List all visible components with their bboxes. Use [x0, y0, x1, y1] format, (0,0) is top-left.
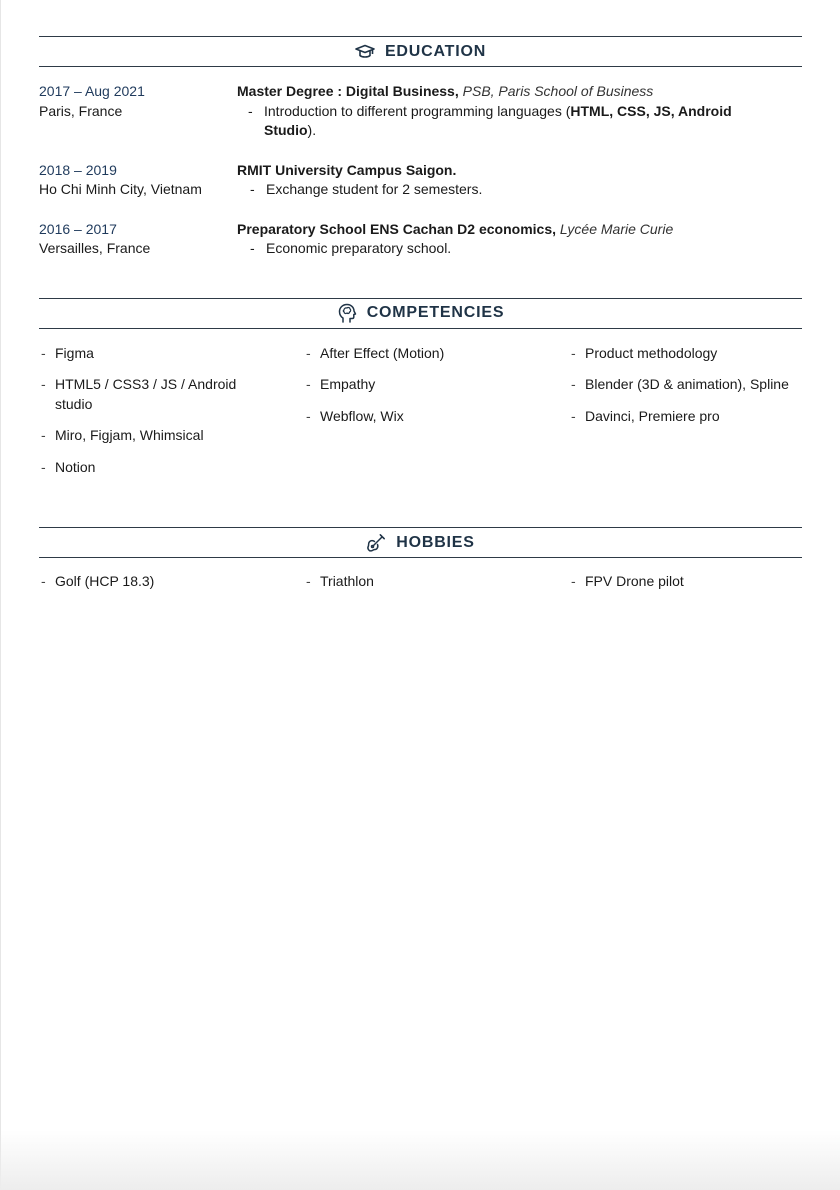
page-shadow [0, 1130, 840, 1190]
bullet-dash: - [248, 102, 253, 119]
bullet-text: Economic preparatory school. [266, 240, 452, 256]
competencies-column [304, 344, 569, 490]
bullet-dash: - [41, 344, 46, 361]
list-item [304, 344, 569, 364]
competencies-title: COMPETENCIES [366, 304, 505, 321]
hobbies-header [39, 527, 802, 558]
bullet-dash: - [306, 573, 311, 589]
list-item [304, 407, 569, 427]
bullet-dash: - [306, 376, 311, 392]
resume-content [39, 36, 802, 604]
degree-name: Preparatory School ENS Cachan D2 economics, [237, 220, 556, 237]
bullet-text: Exchange student for 2 semesters. [266, 181, 483, 197]
page-edge [0, 0, 1, 1190]
graduation-cap-icon [355, 44, 375, 60]
education-bullet [237, 102, 802, 141]
list-item [569, 572, 802, 592]
education-list [39, 82, 802, 259]
education-place: Paris, France [39, 102, 123, 119]
list-item [39, 375, 304, 414]
degree-name: RMIT University Campus Saigon. [237, 161, 457, 178]
list-item [39, 426, 304, 446]
education-title: EDUCATION [384, 42, 487, 60]
bullet-dash: - [571, 376, 576, 392]
head-brain-icon [337, 303, 357, 323]
competency-text: After Effect (Motion) [320, 344, 445, 361]
education-place: Versailles, France [39, 240, 151, 256]
guitar-icon [366, 533, 386, 553]
competency-text: Figma [55, 344, 94, 361]
hobbies-title: HOBBIES [396, 533, 475, 551]
education-bullet [237, 180, 802, 200]
bullet-dash: - [306, 407, 311, 424]
list-item [569, 375, 802, 395]
list-item [39, 572, 304, 592]
competency-text: Blender (3D & animation), Spline [585, 376, 789, 392]
bullet-dash: - [41, 427, 46, 443]
bullet-bold-text: HTML, CSS, JS, Android Studio [264, 102, 732, 138]
hobby-text: Triathlon [320, 573, 374, 589]
school-name: Lycée Marie Curie [559, 220, 674, 237]
competency-text: HTML5 / CSS3 / JS / Android studio [55, 376, 237, 412]
education-date: 2016 – 2017 [39, 220, 117, 237]
bullet-text: Introduction to different programming languages ( [264, 102, 571, 119]
bullet-dash: - [250, 240, 255, 256]
hobbies-column [569, 572, 802, 604]
education-degree [237, 220, 802, 240]
bullet-dash: - [41, 376, 46, 392]
competency-text: Webflow, Wix [320, 407, 404, 424]
bullet-dash: - [250, 181, 255, 197]
competencies-grid [39, 344, 802, 490]
education-entry [39, 161, 802, 200]
hobby-text: FPV Drone pilot [585, 573, 684, 589]
list-item [304, 572, 569, 592]
competencies-column [569, 344, 802, 490]
bullet-dash: - [571, 573, 576, 589]
list-item [39, 458, 304, 478]
competency-text: Davinci, Premiere pro [585, 407, 720, 424]
bullet-text-end: ). [307, 122, 317, 138]
competency-text: Product methodology [585, 344, 718, 361]
education-bullet [237, 239, 802, 259]
bullet-dash: - [571, 407, 576, 424]
competency-text: Notion [55, 458, 96, 475]
list-item [39, 344, 304, 364]
competencies-column [39, 344, 304, 490]
degree-name: Master Degree : Digital Business, [237, 83, 459, 99]
bullet-dash: - [306, 344, 311, 361]
hobbies-column [39, 572, 304, 604]
list-item [569, 407, 802, 427]
education-date: 2017 – Aug 2021 [39, 83, 145, 99]
bullet-dash: - [41, 573, 46, 589]
hobby-text: Golf (HCP 18.3) [55, 573, 155, 589]
education-degree [237, 161, 802, 181]
education-header [39, 36, 802, 67]
list-item [569, 344, 802, 364]
competency-text: Empathy [320, 376, 376, 392]
competency-text: Miro, Figjam, Whimsical [55, 427, 204, 443]
competencies-header [39, 298, 802, 329]
education-entry [39, 82, 802, 141]
education-date: 2018 – 2019 [39, 161, 117, 178]
bullet-dash: - [571, 344, 576, 361]
education-degree [237, 82, 802, 102]
school-name: PSB, Paris School of Business [462, 83, 654, 99]
education-entry [39, 220, 802, 259]
list-item [304, 375, 569, 395]
hobbies-grid [39, 572, 802, 604]
education-place: Ho Chi Minh City, Vietnam [39, 181, 202, 197]
bullet-dash: - [41, 458, 46, 475]
hobbies-column [304, 572, 569, 604]
